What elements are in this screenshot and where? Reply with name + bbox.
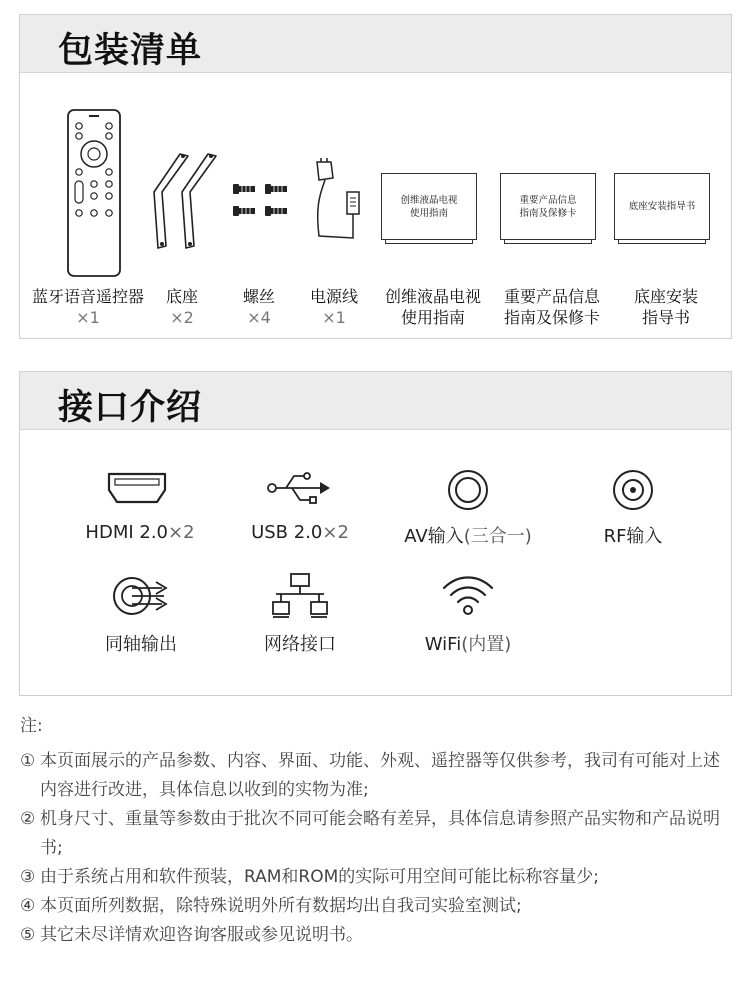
warranty-booklet-text: 重要产品信息 指南及保修卡 [519,194,577,219]
packing-item-remote [24,286,152,328]
usb-label [242,522,358,543]
note-text: 本页面展示的产品参数、内容、界面、功能、外观、遥控器等仅供参考，我司有可能对上述内容进行改进，具体信息以收到的实物为准; [40,751,720,800]
note-item [20,805,730,863]
packing-item-qty: ×1 [76,308,100,327]
manual-booklet-text: 创维液晶电视 使用指南 [400,194,458,219]
coaxial-label [86,630,196,656]
packing-item-warranty [497,286,607,328]
packing-list-title: 包装清单 [58,31,203,71]
hdmi-qty: ×2 [168,522,195,543]
av-label-paren: (三合一) [463,526,532,547]
note-text: 本页面所列数据，除特殊说明外所有数据均出自我司实验室测试; [40,896,522,916]
packing-item-name-line2: 使用指南 [400,308,465,327]
interfaces-title: 接口介绍 [58,388,203,428]
stand-illustration [152,148,220,258]
network-icon [272,572,328,620]
note-number: ③ [20,867,36,887]
hdmi-icon [105,470,169,508]
note-text: 其它未尽详情欢迎咨询客服或参见说明书。 [40,925,363,945]
network-label [245,630,355,656]
note-number: ④ [20,896,36,916]
packing-item-name: 重要产品信息 [503,287,600,306]
packing-item-power-cord [302,286,366,328]
rf-label-text: RF输入 [603,526,663,547]
packing-item-screws [230,286,288,328]
packing-item-stand-guide [618,286,714,328]
network-label-text: 网络接口 [264,634,336,655]
av-label-text: AV输入 [404,526,464,547]
notes-heading: 注: [20,716,43,736]
warranty-booklet-illustration [500,173,596,240]
packing-item-name: 底座 [165,287,198,306]
stand-guide-booklet-illustration [614,173,710,240]
packing-item-name: 螺丝 [242,287,275,306]
av-icon [445,467,491,513]
remote-control-illustration [64,108,124,280]
av-label [388,522,548,548]
usb-qty: ×2 [322,522,349,543]
power-cord-illustration [307,158,367,246]
usb-label-text: USB 2.0 [251,522,323,543]
note-number: ① [20,751,36,771]
hdmi-label-text: HDMI 2.0 [85,522,169,543]
hdmi-label [80,522,200,543]
note-item [20,921,730,950]
coaxial-label-text: 同轴输出 [105,634,177,655]
screws-illustration [229,178,293,222]
packing-item-qty: ×4 [247,308,271,327]
note-number: ⑤ [20,925,36,945]
packing-item-name: 电源线 [309,287,358,306]
interfaces-panel [19,371,732,696]
note-number: ② [20,809,36,829]
packing-list-panel [19,14,732,339]
packing-item-qty: ×1 [322,308,346,327]
usb-icon [266,468,334,508]
packing-item-qty: ×2 [170,308,194,327]
rf-icon [610,467,656,513]
note-item [20,892,730,921]
coaxial-icon [112,574,170,618]
note-text: 机身尺寸、重量等参数由于批次不同可能会略有差异，具体信息请参照产品实物和产品说明书; [40,809,720,858]
packing-item-manual [378,286,488,328]
wifi-icon [440,572,496,618]
packing-item-name: 蓝牙语音遥控器 [31,287,144,306]
manual-booklet-illustration [381,173,477,240]
note-item [20,863,730,892]
packing-item-name-line2: 指导书 [641,308,690,327]
packing-item-name: 创维液晶电视 [384,287,481,306]
note-item [20,747,730,805]
note-text: 由于系统占用和软件预装，RAM和ROM的实际可用空间可能比标称容量少; [40,867,600,887]
wifi-label-text: WiFi [424,634,462,655]
packing-item-name-line2: 指南及保修卡 [503,308,600,327]
interfaces-header [20,372,731,430]
packing-item-stand [153,286,211,328]
wifi-label-paren: (内置) [461,634,512,655]
rf-label [580,522,686,548]
packing-list-header [20,15,731,73]
wifi-label [406,630,530,656]
notes-section [20,712,730,950]
stand-guide-booklet-text: 底座安装指导书 [628,201,696,212]
packing-item-name: 底座安装 [633,287,698,306]
